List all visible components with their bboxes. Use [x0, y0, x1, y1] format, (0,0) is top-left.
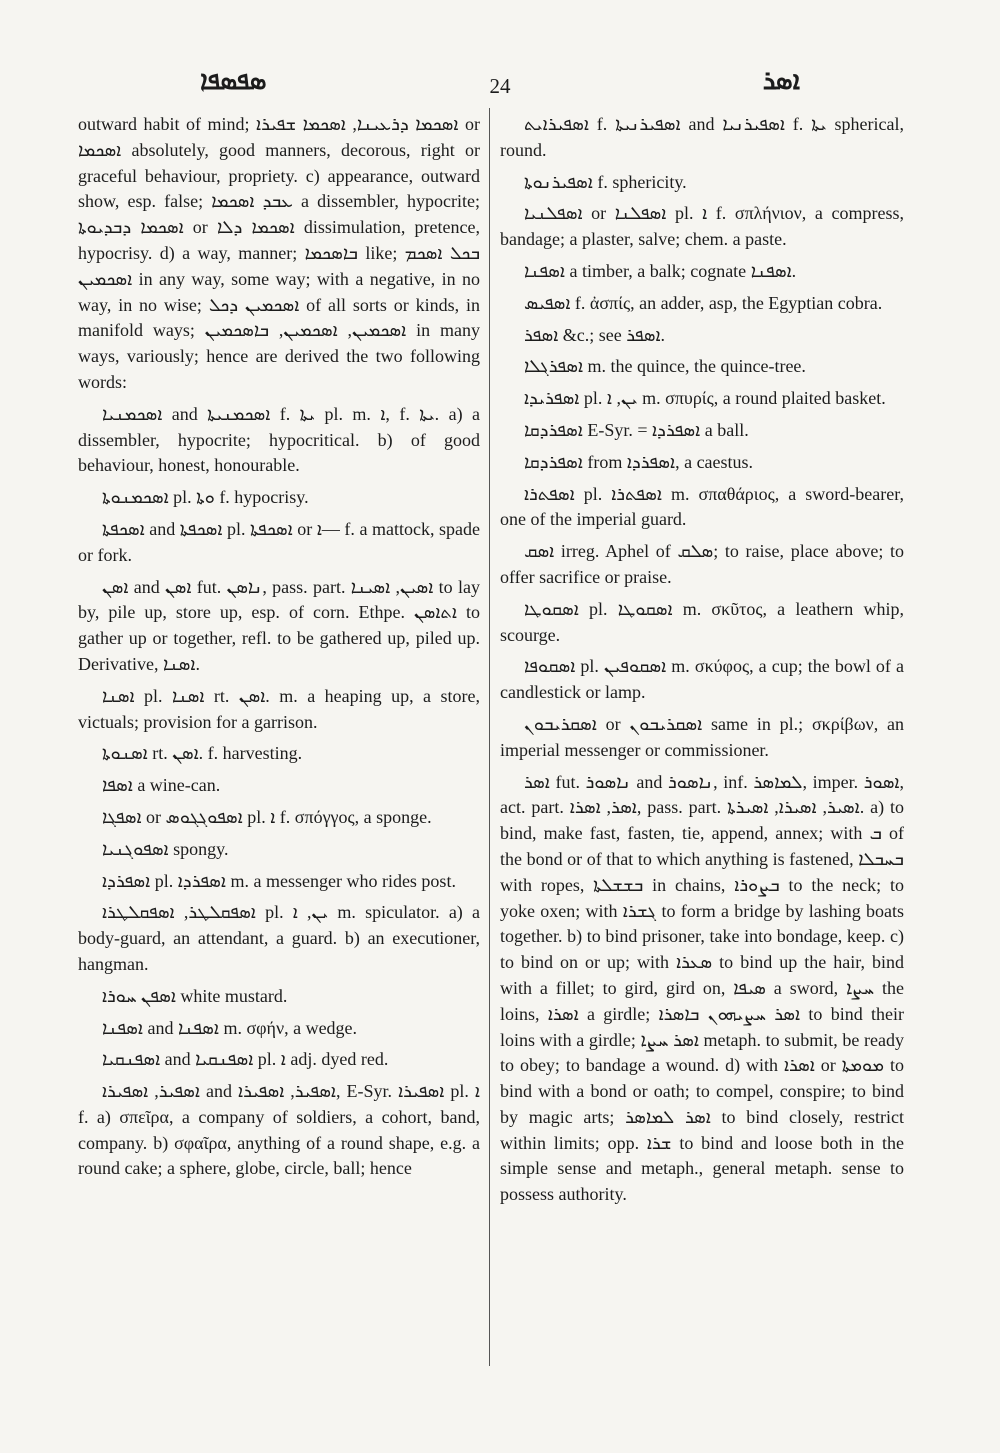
dictionary-entry: ܐܣܦܢܩܝܐ and ܐܣܦܢܩܝܐ pl. ܐ adj. dyed red.	[102, 1049, 389, 1070]
dictionary-entry: ܐܣܦܝܪ, ܐܣܦܝܪܐ and ܐܣܦܝܪ, ܐܣܦܝܪܐ, E-Syr. ܐܣܦܝܪܐ pl. ܐ f. a) σπεῖρα, a company of soldiers, a cohort, band, company. b) σφαῖρα, anything of a round shape, e.g. a round cake; a sphere, globe, circle, ball; hence	[78, 1081, 480, 1179]
dictionary-entry: ܐܣܦܪܕܩܐ E-Syr. = ܐܣܦܪܕܐ a ball.	[524, 419, 749, 440]
page-number: 24	[489, 74, 511, 98]
dictionary-entry: ܐܣܦܪ &c.; see ܐܣܦܪ.	[524, 324, 666, 345]
dictionary-entry: ܐܣܢܐ pl. ܐܣܢܐ rt. ܐܣܢ. m. a heaping up, a store, victuals; provision for a garrison.	[78, 685, 480, 732]
dictionary-entry: ܐܣܦܓܐ or ܐܣܦܘܓܓܘܣ pl. ܐ f. σπόγγος, a sponge.	[102, 806, 432, 827]
dictionary-entry: ܐܣܟܡܢܘܬܐ pl. ܘܬܐ f. hypocrisy.	[102, 487, 309, 508]
right-column	[500, 112, 904, 1214]
dictionary-entry: ܐܣܪ fut. ܢܐܣܘܪ and ܢܐܣܘܪ, inf. ܠܡܐܣܪ, imper. ܐܣܘܪ, act. part. ܐܣܪ, ܐܣܪܐ, pass. part. ܐܣܝܪ, ܐܣܝܪܐ, ܐܣܝܪܬܐ. a) to bind, make fast, fasten, tie, append, annex; with ܒ of the bond or of that to which anything is fastened, ܒܚܒܠܐ with ropes, ܒܫܫܠܬܐ in chains, ܒܨܘܪܐ to the neck; to yoke oxen; with ܓܫܪܐ to form a bridge by lashing boats together. b) to bind prisoner, take into bondage, keep. c) to bind on or up; with ܣܥܪܐ to bind up the hair, bind with a fillet; to gird, gird on, ܣܝܦܐ a sword, ܚܨܐ the loins, ܐܣܪܐ a girdle; ܐܣܪ ܚܨܝܗܘܢ ܒܐܣܪܐ to bind their loins with a girdle; ܐܣܪ ܚܨܐ metaph. to submit, be ready to obey; to bandage a wound. d) with ܐܣܪܐ or ܡܘܡܬܐ to bind with a bond or oath; to compel, conspire; to bind by magic arts; ܐܣܪ ܠܡܐܣܪ to bind closely, restrict within limits; opp. ܫܪܐ to bind and loose both in the simple sense and metaph., general metaph. sense to possess authority.	[500, 771, 905, 1205]
dictionary-entry: ܐܣܦܠܢܝܐ or ܐܣܦܠܢܐ pl. ܐ f. σπλήνιον, a compress, bandage; a plaster, salve; chem. a paste.	[500, 203, 904, 250]
dictionary-entry: ܐܣܟܦܬܐ and ܐܣܟܦܬܐ pl. ܐܣܟܦܬܐ or ܐ— f. a mattock, spade or fork.	[78, 518, 480, 565]
dictionary-entry: ܐܣܦܢܐ a timber, a balk; cognate ܐܣܦܢܐ.	[524, 260, 797, 281]
dictionary-entry: ܐܣܢ and ܐܣܢ fut. ܢܐܣܢ, pass. part. ܐܣܝܢ, ܐܣܝܢܐ to lay by, pile up, store up, esp. of corn. Ethpe. ܐܬܐܣܢ to gather up or together, refl. to be gathered up, piled up. Derivative, ܐܣܢܐ.	[78, 576, 480, 674]
running-head-right-word: ܐܣܪ	[762, 66, 800, 96]
dictionary-entry: outward habit of mind; ܐܣܟܡܐ ܕܪܥܝܢܐ, ܐܣܟܡܐ ܫܦܝܪܐ or ܐܣܟܡܐ absolutely, good manners, decorous, right or graceful behaviour, propriety. c) appearance, outward show, esp. false; ܥܒܕ ܐܣܟܡܐ a dissembler, hypocrite; ܐܣܟܡܐ ܕܒܕܝܘܬܐ or ܐܣܟܡܐ ܕܠܐ dissimulation, pretence, hypocrisy. d) a way, manner; ܒܐܣܟܡܐ like; ܒܟܠ ܐܣܟܡ ܐܣܟܡܝܢ in any way, some way; with a negative, in no way, in no wise; ܐܣܟܡܝܢ ܕܟܠ of all sorts or kinds, in manifold ways; ܐܣܟܡܝܢ, ܐܣܟܡܝܢ, ܒܐܣܟܡܝܢ in many ways, variously; hence are derived the two following words:	[78, 114, 481, 392]
dictionary-entry: ܐܣܦܝܪܐܝܬ f. ܐܣܦܝܪܢܝܬܐ and ܐܣܦܝܪܢܝܐ f. ܝܬܐ spherical, round.	[500, 114, 904, 160]
dictionary-entry: ܐܣܦܘܓܢܝܐ spongy.	[102, 838, 229, 859]
dictionary-entry: ܐܣܦܩܠܛܪ, ܐܣܦܩܠܛܪܐ pl. ܝܢ, ܐ m. spiculator. a) a body-guard, an attendant, a guard. b) an executioner, hangman.	[78, 902, 480, 974]
dictionary-entry: ܐܣܦܪܝܕܐ pl. ܝܢ, ܐ m. σπυρίς, a round plaited basket.	[524, 388, 886, 409]
dictionary-entry: ܐܣܩܪܝܒܘܢ or ܐܣܩܪܝܒܘܢ same in pl.; σκρίβων, an imperial messenger or commissioner.	[500, 713, 904, 760]
dictionary-entry: ܐܣܦܬܪܐ pl. ܐܣܦܬܪܐ m. σπαθάριος, a sword-bearer, one of the imperial guard.	[500, 483, 904, 530]
dictionary-entry: ܐܣܢܘܬܐ rt. ܐܣܢ. f. harvesting.	[102, 743, 303, 764]
dictionary-entry: ܐܣܦܢܐ and ܐܣܦܢܐ m. σφήν, a wedge.	[102, 1017, 358, 1038]
dictionary-entry: ܐܣܦܝܣ f. ἀσπίς, an adder, asp, the Egyptian cobra.	[524, 292, 883, 313]
dictionary-entry: ܐܣܩܘܛܐ pl. ܐܣܩܘܛܐ m. σκῦτος, a leathern whip, scourge.	[500, 598, 904, 645]
left-column	[78, 112, 480, 1188]
dictionary-entry: ܐܣܟܡܢܝܐ and ܐܣܟܡܢܝܬܐ f. ܝܬܐ pl. m. ܐ, f. ܝܬܐ. a) a dissembler, hypocrite; hypocritical. b) of good behaviour, honest, honourable.	[78, 403, 480, 476]
running-head	[200, 66, 800, 106]
dictionary-entry: ܐܣܦܪܕܐ pl. ܐܣܦܪܕܐ m. a messenger who rides post.	[102, 870, 456, 891]
dictionary-entry: ܐܣܦܪܕܩܐ from ܐܣܦܪܕܐ, a caestus.	[524, 451, 754, 472]
dictionary-entry: ܐܣܩܘܦܐ pl. ܐܣܩܘܦܝܢ m. σκύφος, a cup; the bowl of a candlestick or lamp.	[500, 656, 904, 703]
dictionary-entry: ܐܣܦܢ ܚܘܪܐ white mustard.	[102, 985, 288, 1006]
running-head-left-word: ܣܦܣܦܐ	[200, 66, 267, 96]
column-divider	[489, 108, 490, 1366]
dictionary-entry: ܐܣܦܪܓܠܐ m. the quince, the quince-tree.	[524, 356, 806, 377]
dictionary-entry: ܐܣܩ irreg. Aphel of ܣܠܩ; to raise, place above; to offer sacrifice or praise.	[500, 541, 904, 587]
dictionary-entry: ܐܣܦܐ a wine-can.	[102, 775, 221, 796]
dictionary-entry: ܐܣܦܝܪܢܘܬܐ f. sphericity.	[524, 171, 687, 192]
